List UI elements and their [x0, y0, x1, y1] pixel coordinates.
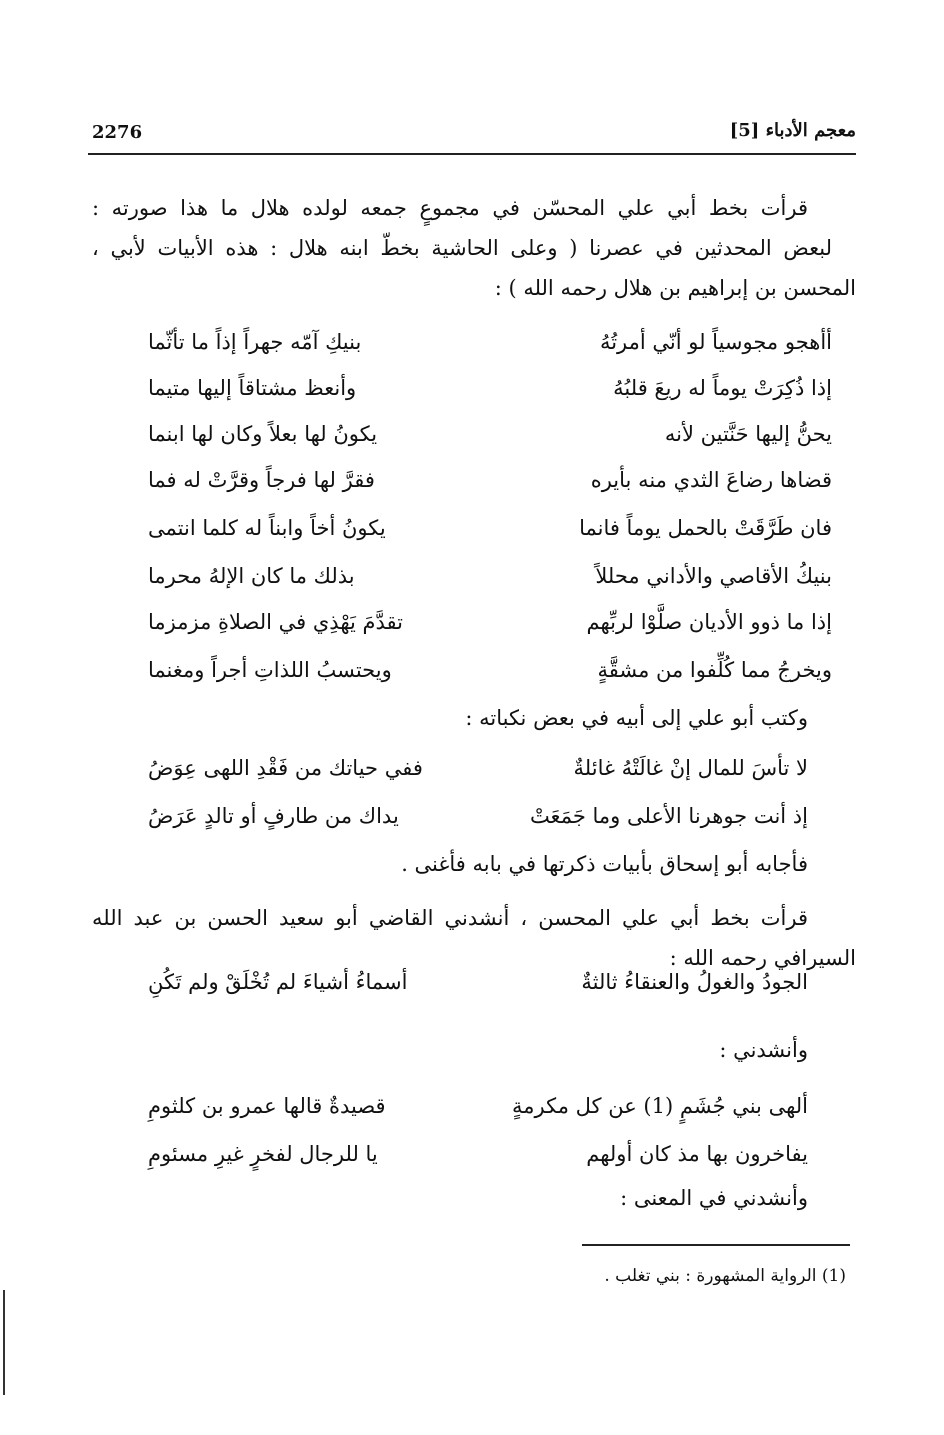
hemistich-second: فقرَّ لها فرجاً وقرَّتْ له فما	[148, 468, 375, 492]
hemistich-second: يا للرجال لفخرٍ غيرِ مسئومِ	[148, 1142, 378, 1166]
paragraph-line: فأجابه أبو إسحاق بأبيات ذكرتها في بابه فأغنى .	[401, 852, 808, 876]
verse-line	[148, 650, 832, 698]
verse-line	[148, 322, 832, 370]
hemistich-first: لا تأسَ للمال إنْ غالَتْهُ غائلةٌ	[573, 756, 808, 780]
verse-line	[148, 748, 808, 796]
hemistich-first: إذ أنت جوهرنا الأعلى وما جَمَعَتْ	[529, 804, 808, 828]
running-title: معجم الأدباء [5]	[729, 120, 856, 141]
hemistich-first: ويخرجُ مما كُلِّفوا من مشقَّةٍ	[597, 658, 832, 682]
header-rule	[88, 153, 856, 155]
paragraph-line: السيرافي رحمه الله :	[669, 946, 856, 970]
hemistich-first: يحنُّ إليها حَنَّتين لأنه	[664, 422, 832, 446]
paragraph-line: وكتب أبو علي إلى أبيه في بعض نكباته :	[465, 706, 808, 730]
hemistich-first: فان طَرَّقَتْ بالحمل يوماً فانما	[579, 516, 832, 540]
paragraph-line: لبعض المحدثين في عصرنا ( وعلى الحاشية بخطّ ابنه هلال : هذه الأبيات لأبي ،	[92, 236, 832, 260]
verse-line	[148, 796, 808, 844]
paragraph-intro	[92, 188, 856, 308]
hemistich-first: إذا ذُكِرَتْ يوماً له ريعَ قلبُهُ	[613, 376, 832, 400]
verse-line	[148, 602, 832, 650]
verse-line	[148, 556, 832, 604]
footnote: (1) الرواية المشهورة : بني تغلب .	[604, 1266, 846, 1286]
verse-line	[148, 460, 832, 508]
hemistich-second: بذلك ما كان الإلهُ محرما	[148, 564, 355, 588]
paragraph-line: قرأت بخط أبي علي المحسّن في مجموعٍ جمعه لولده هلال ما هذا صورته :	[92, 196, 808, 220]
hemistich-second: يداك من طارفٍ أو تالدٍ عَرَضُ	[148, 804, 399, 828]
verse-line	[148, 1086, 808, 1134]
hemistich-first: يفاخرون بها مذ كان أولهم	[586, 1142, 808, 1166]
hemistich-second: ففي حياتك من فَقْدِ اللهى عِوَضُ	[148, 756, 423, 780]
verse-line	[148, 1134, 808, 1182]
verse-line	[148, 368, 832, 416]
hemistich-first: قضاها رضاعَ الثدي منه بأيره	[590, 468, 832, 492]
hemistich-first: أأهجو مجوسياً لو أنّي أمرتُهُ	[599, 330, 832, 354]
verse-line	[148, 962, 808, 1010]
hemistich-second: أسماءُ أشياءَ لم تُخْلَقْ ولم تَكُنِ	[148, 970, 408, 994]
paragraph-line: وأنشدني في المعنى :	[620, 1186, 808, 1210]
hemistich-second: وأنعظ مشتاقاً إليها متيما	[148, 376, 357, 400]
paragraph-line: وأنشدني :	[719, 1038, 808, 1062]
hemistich-first: بنيكُ الأقاصي والأداني محللاً	[595, 564, 832, 588]
hemistich-first: ألهى بني جُشَمٍ (1) عن كل مكرمةٍ	[512, 1094, 808, 1118]
hemistich-second: يكونُ لها بعلاً وكان لها ابنما	[148, 422, 378, 446]
hemistich-first: الجودُ والغولُ والعنقاءُ ثالثةٌ	[581, 970, 808, 994]
page-number: 2276	[92, 122, 143, 143]
page-header	[92, 118, 856, 150]
hemistich-second: ويحتسبُ اللذاتِ أجراً ومغنما	[148, 658, 392, 682]
paragraph-line: المحسن بن إبراهيم بن هلال رحمه الله ) :	[494, 276, 856, 300]
margin-scan-mark	[3, 1290, 5, 1395]
hemistich-second: يكونُ أخاً وابناً له كلما انتمى	[148, 516, 386, 540]
paragraph-line: قرأت بخط أبي علي المحسن ، أنشدني القاضي أبو سعيد الحسن بن عبد الله	[92, 906, 808, 930]
hemistich-first: إذا ما ذوو الأديان صلَّوْا لربِّهم	[586, 610, 832, 634]
hemistich-second: بنيكِ آمّه جهراً إذاً ما تأثّما	[148, 330, 362, 354]
footnote-rule	[582, 1244, 850, 1246]
verse-line	[148, 508, 832, 556]
hemistich-second: قصيدةٌ قالها عمرو بن كلثومِ	[148, 1094, 386, 1118]
hemistich-second: تقدَّمَ يَهْذِي في الصلاةِ مزمزما	[148, 610, 404, 634]
verse-line	[148, 414, 832, 462]
